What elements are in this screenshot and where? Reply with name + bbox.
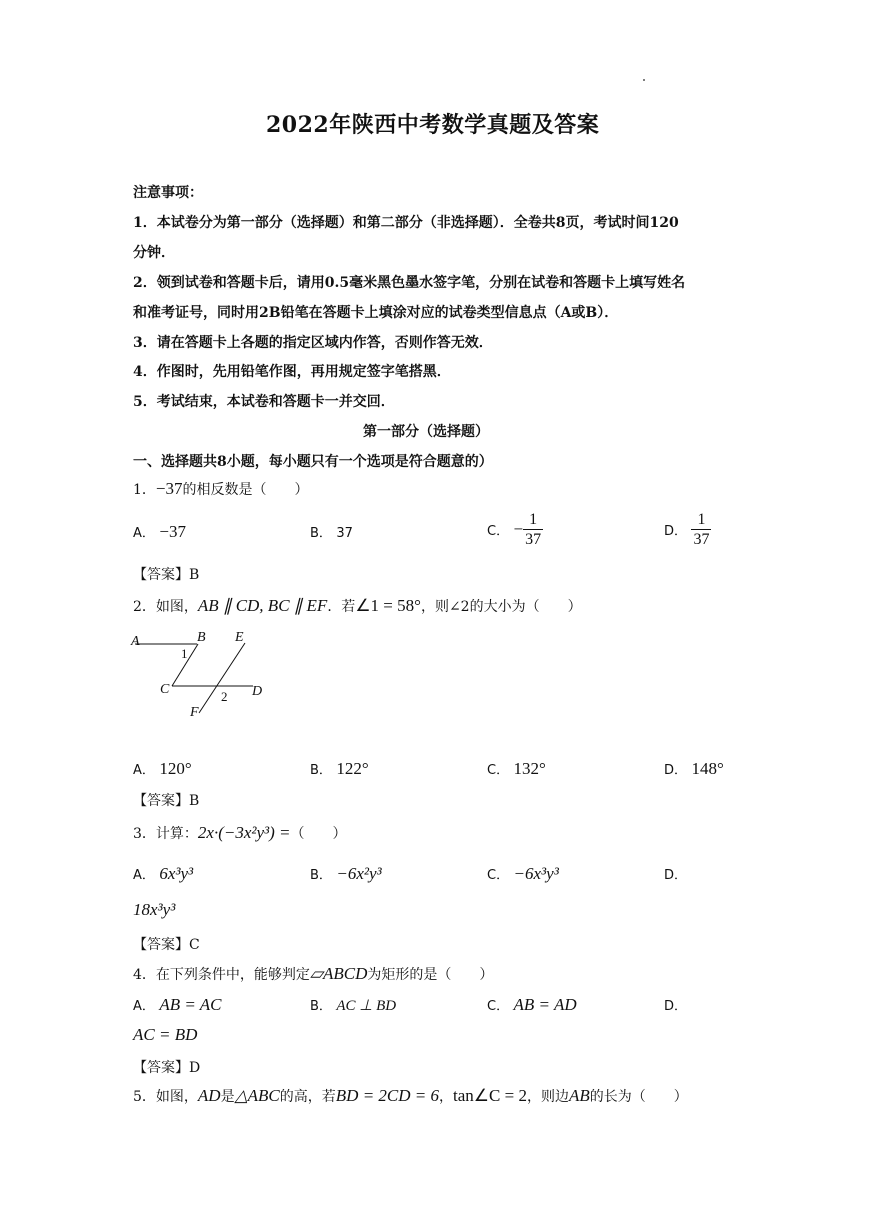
q1-number: 1． [133, 482, 156, 498]
option-label: C． [487, 868, 510, 883]
option-label: B． [310, 526, 332, 541]
q1-option-a [133, 522, 186, 542]
option-label: A． [133, 868, 155, 883]
notes-heading: 注意事项： [133, 185, 203, 201]
option-label: A． [133, 999, 155, 1014]
q3-stem [133, 823, 347, 843]
q1-stem-text: 的相反数是（ ） [182, 482, 309, 498]
q2-option-b [310, 759, 369, 779]
q3-answer: 【答案】C [133, 937, 200, 953]
option-value: AC = BD [133, 1025, 198, 1044]
q5-stem [133, 1086, 688, 1106]
note-4: 4．作图时，先用铅笔作图，再用规定签字笔搭黑． [133, 364, 451, 380]
q3-stem-math: 2x·(−3x²y³) = [197, 823, 291, 842]
numerator: 1 [523, 510, 543, 530]
q5-text-3: ， [439, 1089, 454, 1105]
q1-stem-math: −37 [155, 479, 183, 498]
note-2-line-2: 和准考证号，同时用2B铅笔在答题卡上填涂对应的试卷类型信息点（A或B）． [133, 305, 619, 321]
speck-mark [643, 79, 645, 81]
q1-option-b [310, 522, 353, 541]
q3-option-b [310, 864, 382, 884]
q1-option-d [664, 510, 711, 549]
q5-text-2: 的高，若 [279, 1089, 336, 1105]
option-sign: − [513, 519, 524, 539]
note-2-line-1: 2．领到试卷和答题卡后，请用0.5毫米黑色墨水签字笔，分别在试卷和答题卡上填写姓名 [133, 275, 686, 291]
q5-text-5: 的长为（ ） [589, 1089, 688, 1105]
option-label: C． [487, 763, 510, 778]
option-value: −6x³y³ [513, 864, 559, 883]
q4-stem [133, 964, 493, 984]
q2-option-c [487, 759, 546, 779]
note-5: 5．考试结束，本试卷和答题卡一并交回． [133, 394, 395, 410]
label-a: A [131, 634, 140, 649]
q4-option-b [310, 995, 396, 1015]
q1-stem [133, 479, 309, 499]
option-value: AB = AC [159, 995, 222, 1014]
fraction [691, 510, 711, 549]
denominator: 37 [693, 531, 710, 548]
label-f: F [190, 705, 199, 720]
option-label: B． [310, 763, 332, 778]
option-value: AC ⊥ BD [336, 998, 397, 1014]
q2-answer: 【答案】B [133, 793, 200, 809]
label-c: C [160, 682, 170, 697]
option-label: B． [310, 999, 332, 1014]
option-value: 148° [691, 759, 724, 778]
option-value: −37 [159, 522, 186, 541]
q2-stem-mid: ．若 [327, 599, 356, 615]
option-value: 132° [513, 759, 546, 778]
q5-text-1: 是 [220, 1089, 235, 1105]
option-label: D． [664, 763, 688, 778]
q4-stem-end: 为矩形的是（ ） [367, 967, 494, 983]
fraction [523, 510, 543, 549]
q2-number: 2．如图， [133, 599, 198, 615]
option-label: D． [664, 868, 688, 883]
option-label: D． [664, 999, 688, 1014]
option-label: C． [487, 524, 510, 539]
q5-math-3: BD = 2CD = 6 [335, 1086, 440, 1105]
option-value: 37 [336, 526, 353, 541]
label-b: B [197, 630, 206, 645]
q4-number: 4．在下列条件中，能够判定 [133, 967, 310, 983]
q2-stem [133, 596, 582, 616]
q3-option-a [133, 864, 193, 884]
option-value: 6x³y³ [159, 864, 194, 883]
option-label: D． [664, 524, 688, 539]
q4-option-d-label [664, 995, 687, 1014]
q2-stem-end: ，则∠2的大小为（ ） [420, 599, 582, 615]
q2-figure [125, 627, 285, 722]
q4-option-a [133, 995, 222, 1015]
option-label: A． [133, 526, 155, 541]
q5-math-1: AD [197, 1086, 221, 1105]
q1-answer: 【答案】B [133, 567, 200, 583]
q3-option-d-label [664, 864, 687, 883]
section-1-heading: 一、选择题共8小题，每小题只有一个选项是符合题意的） [133, 454, 493, 470]
q5-math-5: AB [568, 1086, 590, 1105]
q4-answer: 【答案】D [133, 1060, 201, 1076]
label-angle-2: 2 [221, 689, 228, 704]
q5-math-4: tan∠C = 2 [453, 1086, 527, 1105]
option-label: B． [310, 868, 332, 883]
q3-stem-end: （ ） [290, 826, 347, 842]
numerator: 1 [691, 510, 711, 530]
option-value: AB = AD [513, 995, 577, 1014]
q4-option-c [487, 995, 577, 1015]
q3-number: 3．计算： [133, 826, 198, 842]
page-title: 2022年陕西中考数学真题及答案 [266, 112, 600, 138]
q3-option-c [487, 864, 559, 884]
label-d: D [252, 684, 263, 699]
q2-stem-math: AB ∥ CD, BC ∥ EF [197, 596, 328, 615]
option-value: −6x²y³ [336, 864, 382, 883]
denominator: 37 [525, 531, 542, 548]
option-value: 18x³y³ [133, 900, 176, 919]
note-3: 3．请在答题卡上各题的指定区域内作答，否则作答无效． [133, 335, 493, 351]
q4-option-d-value [133, 1025, 197, 1045]
q5-math-2: △ABC [234, 1086, 280, 1105]
q5-text-4: ，则边 [526, 1089, 569, 1105]
q2-option-a [133, 759, 192, 779]
option-value: 122° [336, 759, 369, 778]
part-1-heading: 第一部分（选择题） [363, 424, 489, 440]
note-1-line-2: 分钟． [133, 245, 175, 261]
q2-option-d [664, 759, 724, 779]
q5-number: 5．如图， [133, 1089, 198, 1105]
label-angle-1: 1 [181, 646, 188, 661]
label-e: E [235, 630, 244, 645]
option-value: 120° [159, 759, 192, 778]
note-1-line-1: 1．本试卷分为第一部分（选择题）和第二部分（非选择题）．全卷共8页，考试时间120 [133, 215, 679, 231]
option-label: A． [133, 763, 155, 778]
q2-stem-math2: ∠1 = 58° [355, 596, 421, 615]
q1-option-c [487, 510, 543, 549]
q4-stem-math: ▱ABCD [309, 964, 368, 983]
q3-option-d-value [133, 900, 175, 920]
option-label: C． [487, 999, 510, 1014]
